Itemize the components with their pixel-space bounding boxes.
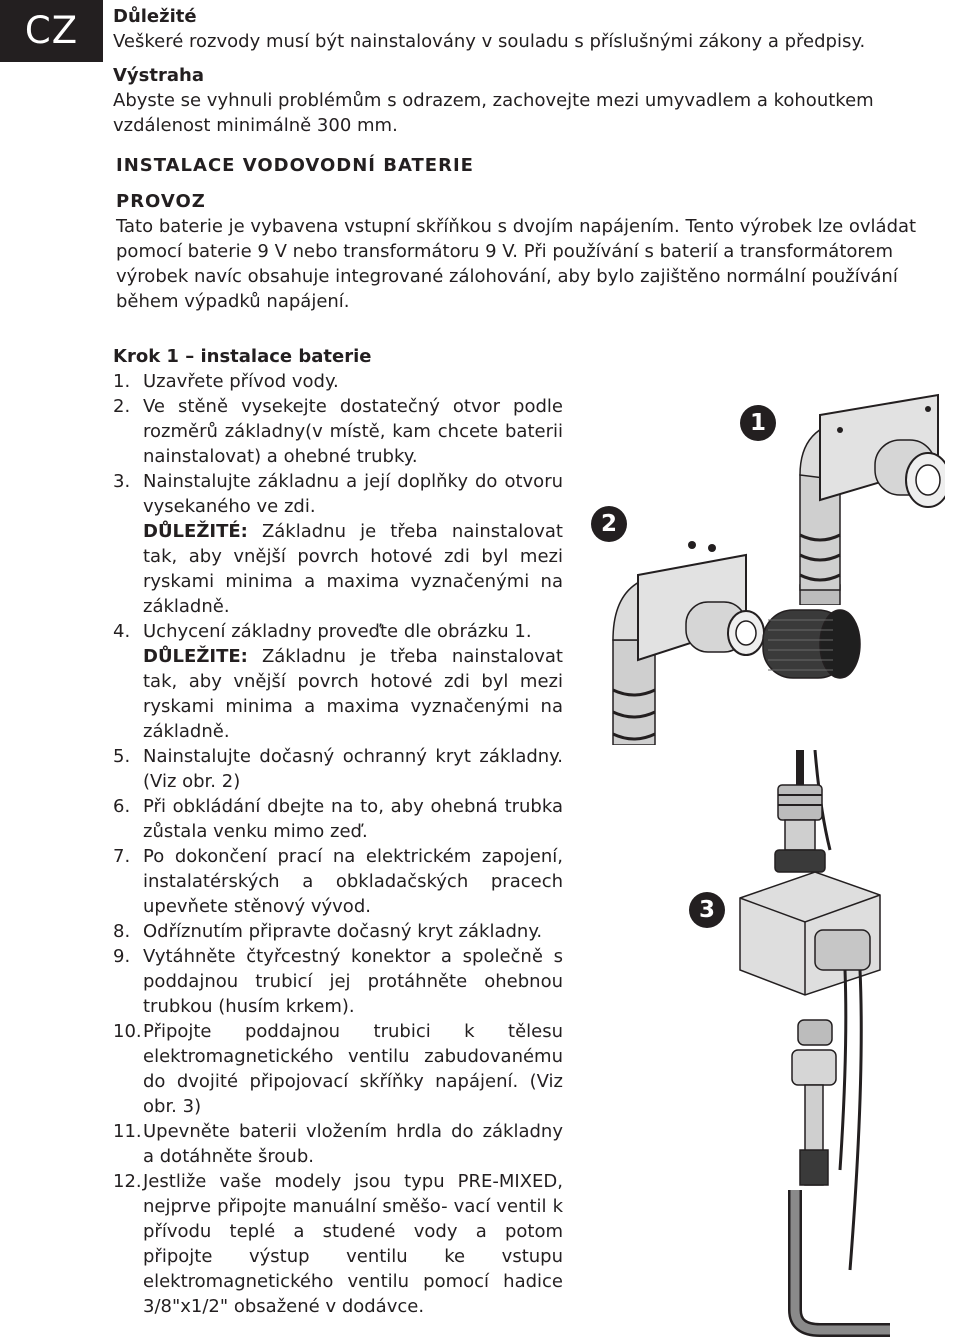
important-text: Veškeré rozvody musí být nainstalovány v souladu s příslušnými zákony a předpisy. [113, 31, 866, 52]
warning-line-2: vzdálenost minimálně 300 mm. [113, 115, 398, 136]
list-item [113, 919, 563, 944]
step-text: Nainstalujte dočasný ochranný kryt základny. (Viz obr. 2) [143, 746, 563, 792]
step-number: 11. [113, 1121, 142, 1142]
operation-line-3: výrobek navíc obsahuje integrované zálohování, aby bylo zajištěno normální používání [116, 266, 898, 287]
step-number: 8. [113, 921, 131, 942]
figure-2-protective-cover [608, 540, 868, 745]
step-text: Jestliže vaše modely jsou typu PRE-MIXED, nejprve připojte manuální směšo- vací ventil k přívodu teplé a studené vody a potom připojte výstup ventilu ke vstupu elektromagnetického ventilu pomocí hadice 3/8"x1/2" obsažené v dodávce. [143, 1171, 563, 1317]
step-text: Uchycení základny proveďte dle obrázku 1. [143, 621, 532, 642]
step-number: 10. [113, 1021, 142, 1042]
figure-label-1: 1 [740, 405, 776, 441]
list-item [113, 944, 563, 1019]
warning-title: Výstraha [113, 65, 204, 86]
step-note [143, 519, 563, 619]
step-text: Ve stěně vysekejte dostatečný otvor podle rozměrů základny(v místě, kam chcete baterii nainstalovat) a ohebné trubky. [143, 396, 563, 467]
list-item [113, 794, 563, 844]
warning-line-1: Abyste se vyhnuli problémům s odrazem, zachovejte mezi umyvadlem a kohoutkem [113, 90, 874, 111]
step-text: Při obkládání dbejte na to, aby ohebná trubka zůstala venku mimo zeď. [143, 796, 563, 842]
note-label: DŮLEŽITE: [143, 646, 248, 667]
note-label: DŮLEŽITÉ: [143, 521, 248, 542]
step-number: 12. [113, 1171, 142, 1192]
step-text: Uzavřete přívod vody. [143, 371, 339, 392]
note-text: Základnu je třeba nainstalovat tak, aby vnější povrch hotové zdi byl mezi ryskami minima a maxima vyznačenými na základně. [143, 521, 563, 617]
step-number: 1. [113, 371, 131, 392]
step-number: 6. [113, 796, 131, 817]
list-item [113, 369, 563, 394]
operation-line-4: během výpadků napájení. [116, 291, 350, 312]
step-number: 3. [113, 471, 131, 492]
figure-label-3: 3 [689, 892, 725, 928]
list-item [113, 394, 563, 469]
step-text: Po dokončení prací na elektrickém zapojení, instalatérských a obkladačských pracech upevňete stěnový vývod. [143, 846, 563, 917]
section-heading: INSTALACE VODOVODNÍ BATERIE [116, 155, 474, 176]
list-item [113, 744, 563, 794]
step-text: Vytáhněte čtyřcestný konektor a společně s poddajnou trubicí jej protáhněte ohebnou trubkou (husím krkem). [143, 946, 563, 1017]
step-text: Upevněte baterii vložením hrdla do základny a dotáhněte šroub. [143, 1121, 563, 1167]
important-title: Důležité [113, 6, 197, 27]
language-tab: CZ [0, 0, 103, 62]
list-item [113, 844, 563, 919]
list-item [113, 1169, 563, 1319]
step-text: Nainstalujte základnu a její doplňky do otvoru vysekaného ve zdi. [143, 471, 563, 517]
list-item [113, 469, 563, 619]
steps-list [113, 369, 563, 1319]
step-text: Odříznutím připravte dočasný kryt základny. [143, 921, 543, 942]
operation-line-1: Tato baterie je vybavena vstupní skříňkou s dvojím napájením. Tento výrobek lze ovládat [116, 216, 917, 237]
note-text: Základnu je třeba nainstalovat tak, aby vnější povrch hotové zdi byl mezi ryskami minima a maxima vyznačenými na základně. [143, 646, 563, 742]
list-item [113, 619, 563, 744]
operation-line-2: pomocí baterie 9 V nebo transformátoru 9 V. Při používání s baterií a transformátorem [116, 241, 894, 262]
step-number: 9. [113, 946, 131, 967]
list-item [113, 1019, 563, 1119]
figure-label-2: 2 [591, 506, 627, 542]
list-item [113, 1119, 563, 1169]
step-number: 2. [113, 396, 131, 417]
step-number: 7. [113, 846, 131, 867]
step-number: 5. [113, 746, 131, 767]
step-heading: Krok 1 – instalace baterie [113, 346, 372, 367]
step-number: 4. [113, 621, 131, 642]
operation-heading: PROVOZ [116, 191, 206, 212]
step-note [143, 644, 563, 744]
step-text: Připojte poddajnou trubici k tělesu elektromagnetického ventilu zabudovanému do dvojité připojovací skříňky napájení. (Viz obr. 3) [143, 1021, 563, 1117]
figure-3-solenoid-valve [720, 750, 900, 1340]
